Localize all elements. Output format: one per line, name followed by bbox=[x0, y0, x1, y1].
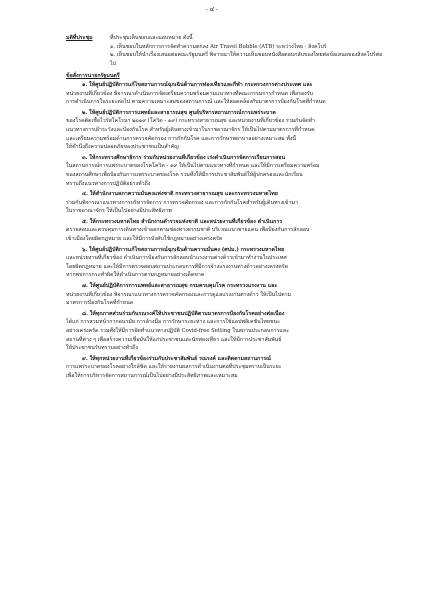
recommendation-line: ร่วมกันพิจารณาแนวทางการบริหารจัดการ การตรวจคัดกรอง และการกักกันโรคสำหรับผู้เดินทางเข้ามา bbox=[66, 199, 298, 206]
recommendation-line: ในสถานการณ์การแพร่ระบาดของโรคโควิด - ๑๙ ให้เป็นไปตามแนวทางที่กำหนด และให้มีการเตรียมความพร้อม bbox=[66, 163, 320, 170]
recommendation-lead bbox=[66, 355, 384, 364]
recommendation-line: การดำเนินการในระยะต่อไป ตามความเหมาะสมของสถานการณ์ และให้สอดคล้องกับมาตรการป้องกันโรคที่กำหนด bbox=[66, 99, 326, 106]
recommendations-heading: ข้อสั่งการนายกรัฐมนตรี bbox=[66, 73, 120, 80]
recommendation-item bbox=[66, 282, 384, 308]
recommendation-line: การแพร่ระบาดของโรคอย่างใกล้ชิด และให้รายงานผลการดำเนินงานต่อที่ประชุมทราบเป็นระยะ bbox=[66, 364, 282, 371]
recommendation-lead-text: ๙. ให้ทุกหน่วยงานที่เกี่ยวข้องร่วมกับประชาสัมพันธ์ รณรงค์ และติดตามสถานการณ์ bbox=[82, 355, 271, 362]
recommendations-list bbox=[66, 81, 384, 383]
recommendation-lead bbox=[66, 109, 384, 118]
recommendation-lead bbox=[66, 218, 384, 227]
recommendation-line: ทราบถึงแนวทางการปฏิบัติอย่างทั่วถึง bbox=[66, 180, 151, 187]
recommendation-lead bbox=[66, 282, 384, 291]
recommendation-line: ของสถานศึกษาเพื่อป้องกันการแพร่ระบาดของโรค รวมทั้งให้มีการประชาสัมพันธ์ให้ผู้ปกครองและนักเรียน bbox=[66, 171, 303, 178]
resolution-row bbox=[66, 34, 384, 43]
recommendation-line: หน่วยงานที่เกี่ยวข้อง พิจารณาแนวทางการตรวจคัดกรองและการดูแลแรงงานต่างด้าว ให้เป็นไปตาม bbox=[66, 291, 292, 298]
recommendation-lead-text: ๑. ให้ศูนย์ปฏิบัติการแก้ไขสถานการณ์ฉุกเฉินด้านการท่องเที่ยวและกีฬา กระทรวงการต่างประเทศ และ bbox=[82, 81, 313, 88]
recommendation-item bbox=[66, 154, 384, 188]
recommendation-line: สถานที่ต่าง ๆ เพื่อสร้างความเชื่อมั่นให้แก่ประชาชนและนักท่องเที่ยว และให้มีการประชาสัมพันธ์ bbox=[66, 336, 282, 343]
recommendation-item bbox=[66, 218, 384, 244]
recommendation-line: และเตรียมความพร้อมด้านการตรวจคัดกรอง การกักกันโรค และการรักษาพยาบาลอย่างเหมาะสม ทั้งนี้ bbox=[66, 135, 297, 142]
resolution-label: มติที่ประชุม bbox=[66, 35, 93, 41]
recommendation-line: ตรวจสอบและควบคุมการเดินทางเข้าออกตามช่องทางธรรมชาติ บริเวณแนวชายแดน เพื่อป้องกันการลักลอบ bbox=[66, 227, 310, 234]
recommendation-line: อย่างเคร่งครัด รวมทั้งให้มีการจัดทำแนวทางปฏิบัติ Covid-free Setting ในสถานประกอบการและ bbox=[66, 328, 289, 334]
recommendation-item bbox=[66, 355, 384, 381]
resolution-text: ที่ประชุมเห็นชอบและมอบหมาย ดังนี้ bbox=[110, 35, 193, 41]
endorsement-item: ๒. เห็นชอบให้นำเรื่องเสนอต่อคณะรัฐมนตรี พิจารณาให้ความเห็นชอบหนังสือตอบกลับของไทยต่อข้อเสนอของสิงคโปร์ต่อไป bbox=[110, 52, 383, 67]
recommendation-line: ให้ประชาชนรับทราบอย่างทั่วถึง bbox=[66, 345, 138, 352]
recommendation-line: หน่วยงานที่เกี่ยวข้อง พิจารณาดำเนินการจัดเตรียมความพร้อมตามแนวทางที่คณะกรรมการกำหนด เพื่อรองรับ bbox=[66, 90, 313, 97]
endorsement-item: ๑. เห็นชอบในหลักการการจัดทำความตกลง Air Travel Bubble (ATB) ระหว่างไทย - สิงคโปร์ bbox=[110, 43, 327, 50]
recommendation-line: มาตรการป้องกันโรคที่กำหนด bbox=[66, 300, 134, 307]
recommendation-lead bbox=[66, 154, 384, 163]
recommendation-item bbox=[66, 310, 384, 353]
recommendation-lead-text: ๕. ให้กระทรวงมหาดไทย สำนักงานตำรวจแห่งชาติ และหน่วยงานที่เกี่ยวข้อง ดำเนินการ bbox=[82, 218, 283, 225]
recommendation-line: โดยผิดกฎหมาย และให้มีการตรวจสอบสถานประกอบการที่มีการจ้างแรงงานต่างด้าวอย่างเคร่งครัด bbox=[66, 263, 289, 270]
recommendation-item bbox=[66, 190, 384, 216]
recommendation-lead-text: ๗. ให้ศูนย์ปฏิบัติการการแพทย์และสาธารณสุข กรมควบคุมโรค กระทรวงแรงงาน และ bbox=[82, 283, 278, 290]
recommendation-line: และหน่วยงานที่เกี่ยวข้อง ดำเนินการป้องกันการลักลอบนำแรงงานต่างด้าวเข้ามาทำงานในประเทศ bbox=[66, 255, 287, 262]
recommendation-line: แนวทางการเฝ้าระวังและป้องกันโรค สำหรับผู้เดินทางเข้ามาในราชอาณาจักร ให้เป็นไปตามมาตรการที่กำหนด bbox=[66, 126, 315, 133]
recommendation-line: เพื่อให้การบริหารจัดการสถานการณ์เป็นไปอย่างมีประสิทธิภาพและเหมาะสม bbox=[66, 372, 238, 379]
recommendation-item bbox=[66, 246, 384, 280]
recommendation-lead bbox=[66, 190, 384, 199]
recommendation-lead-text: ๒. ให้ศูนย์ปฏิบัติการการแพทย์และสาธารณสุข ศูนย์บริหารสถานการณ์การแพร่ระบาด bbox=[82, 109, 276, 116]
recommendation-line: ให้คำนึงถึงความปลอดภัยของประชาชนเป็นสำคัญ bbox=[66, 144, 179, 151]
page-number: - ๔ - bbox=[205, 6, 219, 13]
recommendation-lead-text: ๖. ให้ศูนย์ปฏิบัติการแก้ไขสถานการณ์ฉุกเฉินด้านความมั่นคง (ศปม.) กระทรวงมหาดไทย bbox=[82, 246, 285, 253]
recommendation-item bbox=[66, 109, 384, 152]
recommendation-lead bbox=[66, 246, 384, 255]
endorsement-list bbox=[66, 43, 384, 69]
recommendation-lead bbox=[66, 310, 384, 319]
recommendation-line: ของโรคติดเชื้อไวรัสโคโรนา ๒๐๑๙ (โควิด - ๑๙) กระทรวงสาธารณสุข และหน่วยงานที่เกี่ยวข้อง ร่วมกันจัดทำ bbox=[66, 118, 316, 125]
recommendation-lead-text: ๘. ให้ทุกภาคส่วนร่วมกันรณรงค์ให้ประชาชนปฏิบัติตามมาตรการป้องกันโรคอย่างต่อเนื่อง bbox=[82, 310, 285, 317]
recommendation-lead-text: ๔. ให้สำนักงานสภาความมั่นคงแห่งชาติ กระทรวงสาธารณสุข และกระทรวงมหาดไทย bbox=[82, 191, 278, 198]
recommendation-line: ในราชอาณาจักร ให้เป็นไปอย่างมีประสิทธิภาพ bbox=[66, 208, 172, 215]
recommendation-lead-text: ๓. ให้กระทรวงศึกษาธิการ ร่วมกับหน่วยงานที่เกี่ยวข้อง เร่งดำเนินการจัดการเรียนการสอน bbox=[82, 154, 286, 161]
recommendation-line: หากพบการกระทำผิดให้ดำเนินการตามกฎหมายอย่างเด็ดขาด bbox=[66, 272, 205, 279]
recommendation-line: เข้าเมืองโดยผิดกฎหมาย และให้มีการบังคับใช้กฎหมายอย่างเคร่งครัด bbox=[66, 236, 223, 243]
recommendation-item bbox=[66, 81, 384, 107]
recommendation-line: ได้แก่ การสวมหน้ากากอนามัย การล้างมือ การรักษาระยะห่าง และการใช้แอปพลิเคชันไทยชนะ bbox=[66, 319, 281, 326]
recommendation-lead bbox=[66, 81, 384, 90]
